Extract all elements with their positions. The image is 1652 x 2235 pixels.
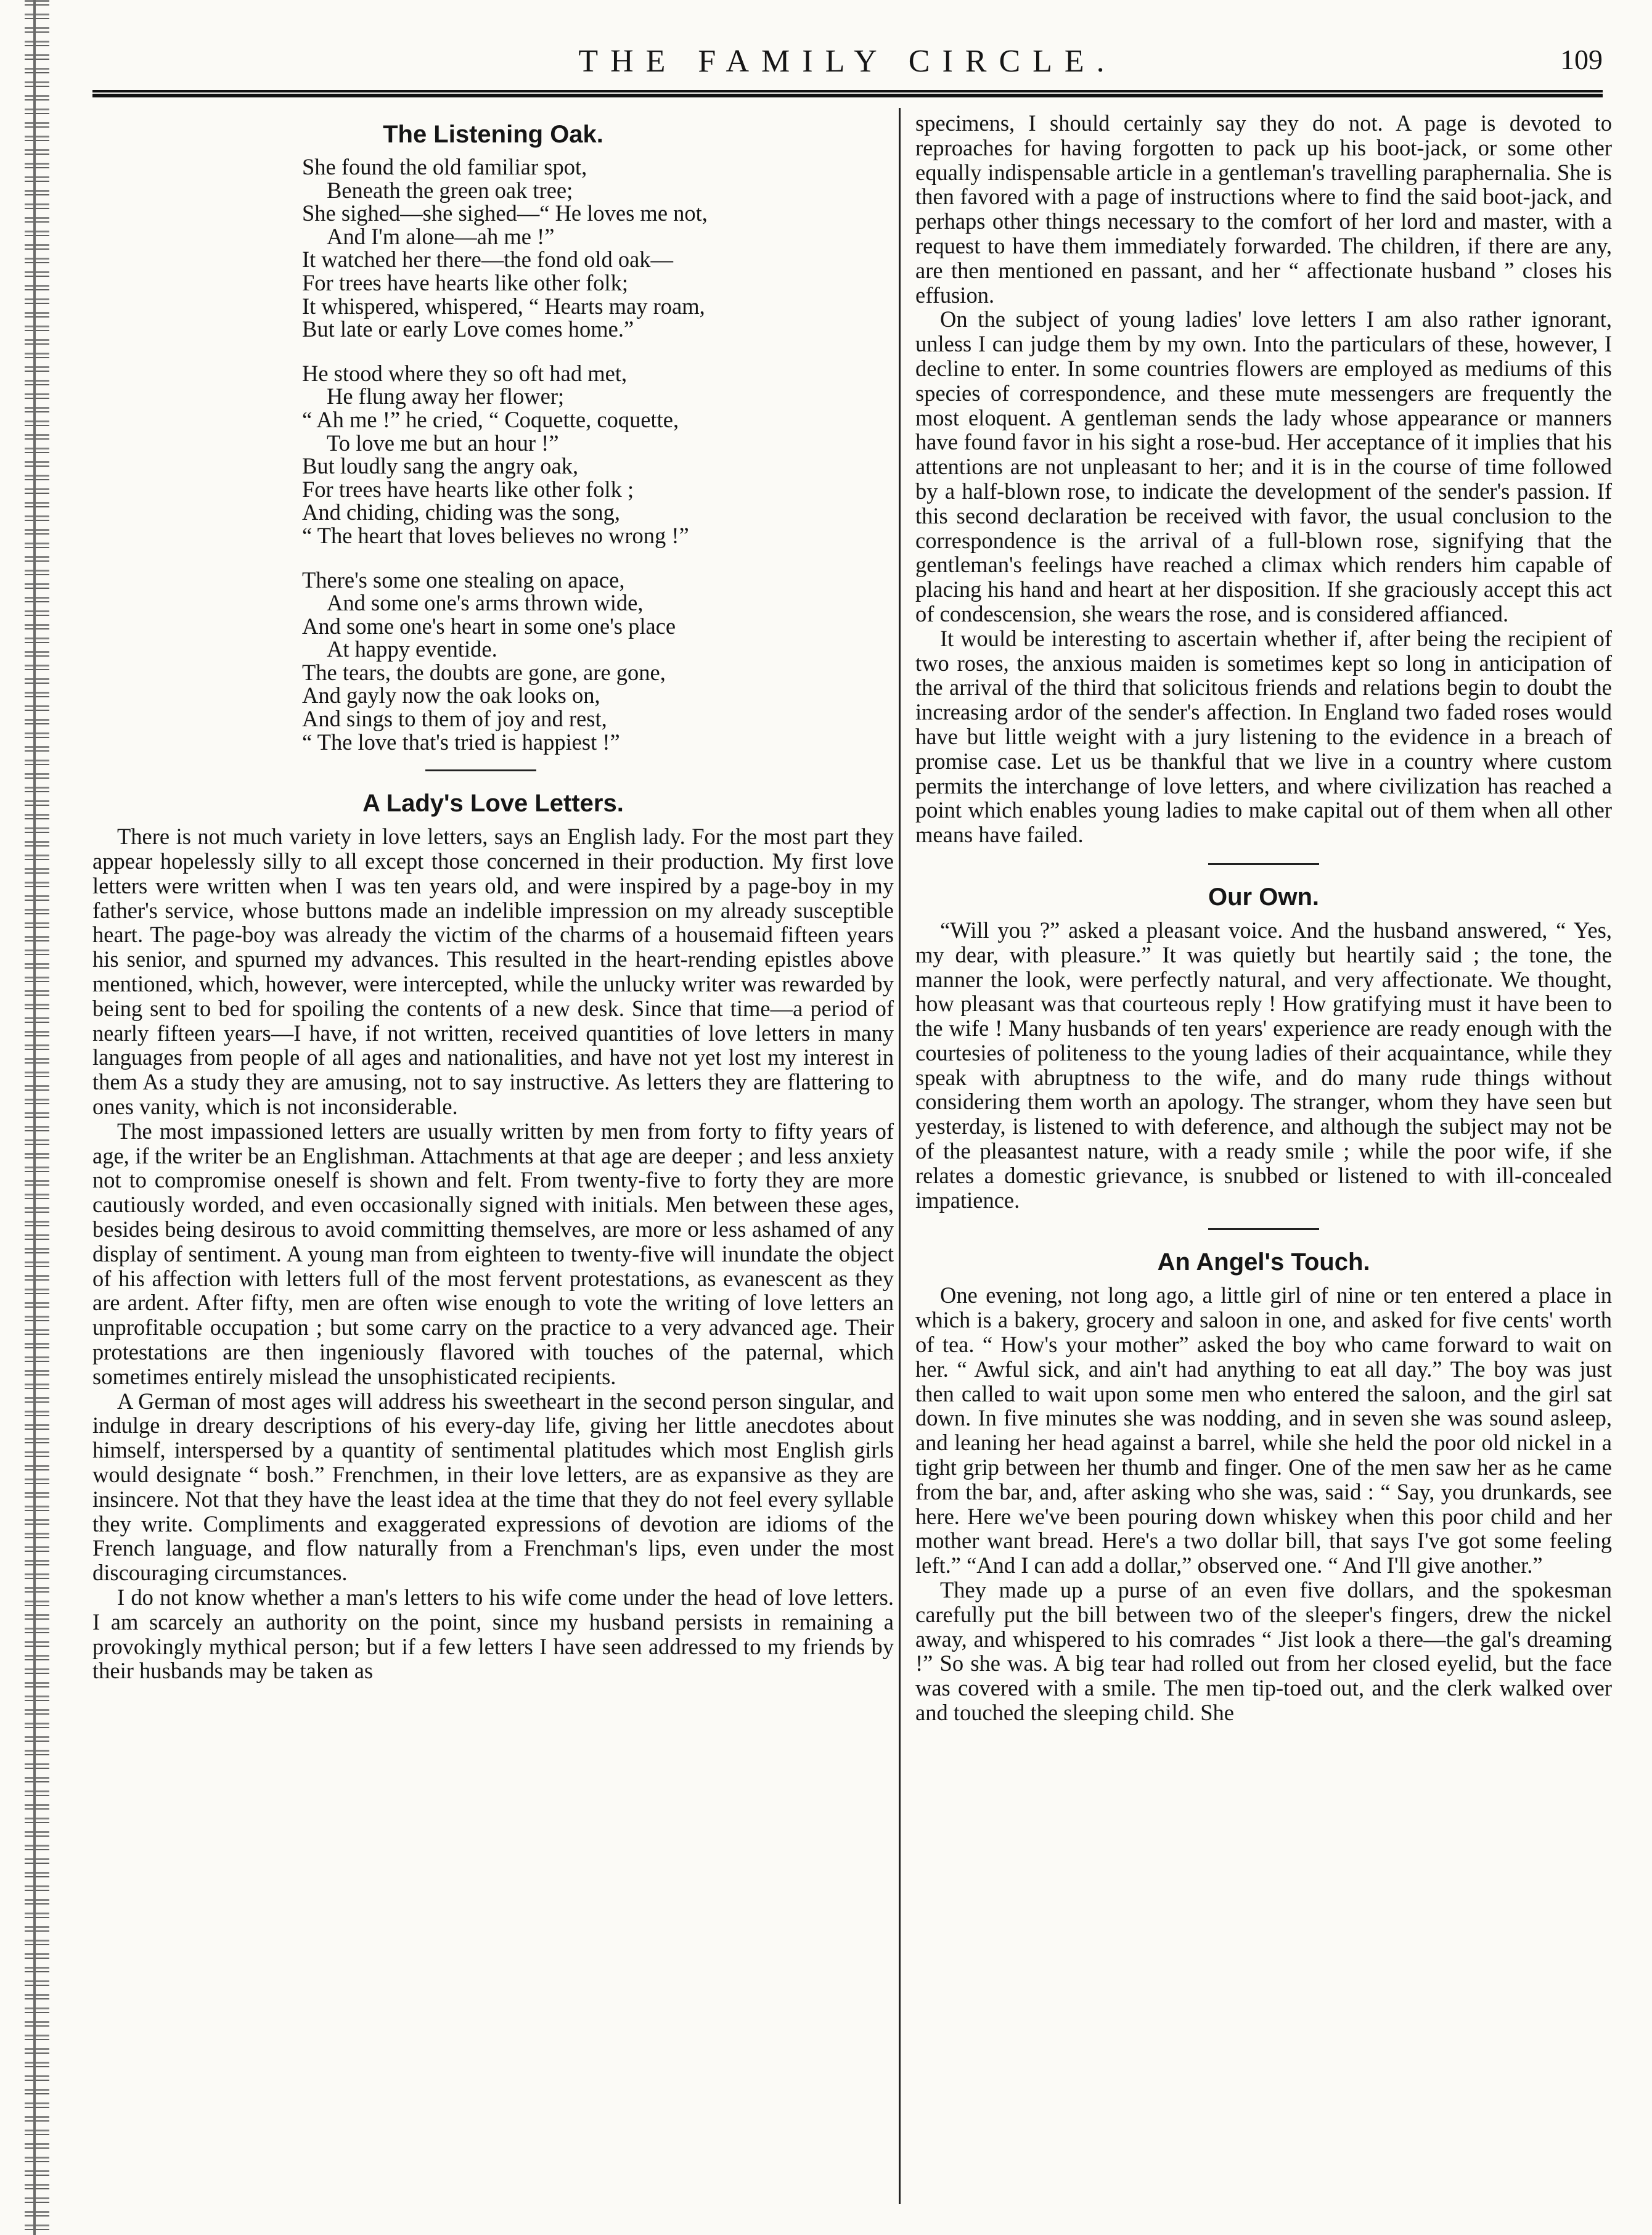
article-paragraph: A German of most ages will address his sweetheart in the second person singular, and indulge in dreary descriptions of his every-day life, giving her little anecdotes about himself, interspersed by a quantity of sentimental platitudes which most English girls would designate “ bosh.” Frenchmen, in their love letters, are as expansive as they are insincere. Not that they have the least idea at the time that they do not feel every syllable they write. Compliments and exaggerated expressions of devotion are idioms of the French language, and flow naturally from a Frenchman's lips, even under the most discouraging circumstances. <box>92 1388 894 1586</box>
poem-line: But late or early Love comes home.” <box>302 316 634 342</box>
poem-line: But loudly sang the angry oak, <box>302 453 579 479</box>
article-title: An Angel's Touch. <box>1157 1249 1370 1276</box>
left-column <box>92 111 894 1683</box>
poem-line: Beneath the green oak tree; <box>327 177 573 203</box>
page-number: 109 <box>1560 44 1603 75</box>
poem-line: She sighed—she sighed—“ He loves me not, <box>302 200 708 226</box>
poem-line: It whispered, whispered, “ Hearts may roam, <box>302 293 705 319</box>
poem-stanza <box>302 155 894 341</box>
poem-line: It watched her there—the fond old oak— <box>302 247 674 273</box>
binding-edge <box>25 0 49 2235</box>
poem-line: There's some one stealing on apace, <box>302 567 625 593</box>
article-paragraph: I do not know whether a man's letters to his wife come under the head of love letters. I am scarcely an authority on the point, since my husband persists in remaining a provokingly mythical person; but if a few letters I have seen addressed to my friends by their husbands may be taken as <box>92 1584 894 1684</box>
poem-line: “ The love that's tried is happiest !” <box>302 729 620 755</box>
article-paragraph: The most impassioned letters are usually written by men from forty to fifty years of age, if the writer be an Englishman. Attachments at that age are deeper ; and less anxiety not to compromise oneself is shown and felt. From twenty-five to forty they are more cautiously worded, and even occasionally signed with initials. Men between these ages, besides being desirous to avoid committing themselves, are more or less ashamed of any display of sentiment. A young man from eighteen to twenty-five will inundate the object of his affection with letters full of the most fervent protestations, as evanescent as they are ardent. After fifty, men are often wise enough to vote the writing of love letters an unprofitable occupation ; but some carry on the practice to a very advanced age. Their protestations are then ingeniously flavored with touches of the paternal, which sometimes entirely mislead the unsophisticated recipients. <box>92 1118 894 1389</box>
article-paragraph: “Will you ?” asked a pleasant voice. And the husband answered, “ Yes, my dear, with pleasure.” It was quietly but heartily said ; the tone, the manner the look, were perfectly natural, and very affectionate. We thought, how pleasant was that courteous reply ! How gratifying must it have been to the wife ! Many husbands of ten years' experience are ready enough with the courtesies of politeness to the young ladies of their acquaintance, while they speak with abruptness to the wife, and do many rude things without considering them worth an apology. The stranger, whom they have seen but yesterday, is listened to with deference, and although the subject may not be of the pleasantest nature, with a ready smile ; while the poor wife, if she relates a domestic grievance, is snubbed or listened to with ill-concealed impatience. <box>915 917 1612 1213</box>
section-separator <box>425 769 536 771</box>
section-separator <box>1208 1228 1319 1230</box>
poem-stanza <box>302 362 894 547</box>
poem-line: “ The heart that loves believes no wrong !” <box>302 522 689 548</box>
poem-line: She found the old familiar spot, <box>302 154 587 179</box>
page-header <box>92 38 1603 94</box>
poem-line: He flung away her flower; <box>327 383 565 409</box>
section-separator <box>1208 863 1319 865</box>
poem-title: The Listening Oak. <box>383 121 603 148</box>
right-column <box>915 111 1612 1725</box>
header-rule <box>92 90 1603 97</box>
poem-line: And gayly now the oak looks on, <box>302 683 600 708</box>
poem-line: And sings to them of joy and rest, <box>302 706 607 732</box>
poem-line: And I'm alone—ah me !” <box>327 223 555 249</box>
article-paragraph: They made up a purse of an even five dollars, and the spokesman carefully put the bill between two of the sleeper's fingers, drew the nickel away, and whispered to his comrades “ Jist look a there—the gal's dreaming !” So she was. A big tear had rolled out from her closed eyelid, but the face was covered with a smile. The men tip-toed out, and the clerk walked over and touched the sleeping child. She <box>915 1577 1612 1726</box>
running-title: THE FAMILY CIRCLE. <box>578 44 1117 79</box>
article-paragraph: specimens, I should certainly say they do not. A page is devoted to reproaches for having forgotten to pack up his boot-jack, or some other equally indispensable article in a gentleman's travelling paraphernalia. She is then favored with a page of instructions where to find the said boot-jack, and perhaps other things necessary to the comfort of her lord and master, with a request to have them immediately forwarded. The children, if there are any, are then mentioned en passant, and her “ affectionate husband ” closes his effusion. <box>915 110 1612 308</box>
poem-line: For trees have hearts like other folk; <box>302 269 629 295</box>
poem-line: He stood where they so oft had met, <box>302 360 628 386</box>
poem-line: At happy eventide. <box>327 636 497 662</box>
poem-line: And some one's arms thrown wide, <box>327 590 644 616</box>
poem-line: For trees have hearts like other folk ; <box>302 476 634 502</box>
article-paragraph: It would be interesting to ascertain whether if, after being the recipient of two roses, the anxious maiden is sometimes kept so long in anticipation of the arrival of the third that solicitous friends and relations begin to doubt the increasing ardor of the sender's affection. In England two faded roses would have but little weight with a jury listening to the evidence in a breach of promise case. Let us be thankful that we live in a country where custom permits the interchange of love letters, and where civilization has reached a point which enables young ladies to make capital out of them when all other means have failed. <box>915 625 1612 848</box>
article-title: A Lady's Love Letters. <box>362 790 624 818</box>
poem-stanza <box>302 568 894 754</box>
article-paragraph: One evening, not long ago, a little girl of nine or ten entered a place in which is a bakery, grocery and saloon in one, and asked for five cents' worth of tea. “ How's your mother” asked the boy who came forward to wait on her. “ Awful sick, and ain't had anything to eat all day.” The boy was just then called to wait upon some men who entered the saloon, and the girl sat down. In five minutes she was nodding, and in seven she was sound asleep, and leaning her head against a barrel, while she held the poor old nickel in a tight grip between her thumb and finger. One of the men saw her as he came from the bar, and, after asking who she was, said : “ Say, you drunkards, see here. Here we've been pouring down whiskey when this poor child and her mother want bread. Here's a two dollar bill, that says I've got some feeling left.” “And I can add a dollar,” observed one. “ And I'll give another.” <box>915 1282 1612 1578</box>
article-paragraph: On the subject of young ladies' love letters I am also rather ignorant, unless I can judge them by my own. Into the particulars of these, however, I decline to enter. In some countries flowers are employed as mediums of this species of correspondence, and these mute messengers are frequently the most eloquent. A gentleman sends the lady whose appearance or manners have found favor in his sight a rose-bud. Her acceptance of it implies that his attentions are not unpleasant to her; and it is in the course of time followed by a half-blown rose, to indicate the development of the sender's passion. If this second declaration be received with favor, the usual conclusion to the correspondence is the arrival of a full-blown rose, signifying that the gentleman's feelings have reached a climax which renders him capable of placing his hand and heart at her disposition. If she graciously accept this act of condescension, she wears the rose, and is considered affianced. <box>915 306 1612 626</box>
poem-line: The tears, the doubts are gone, are gone, <box>302 659 666 685</box>
poem-line: And some one's heart in some one's place <box>302 613 676 639</box>
poem-line: And chiding, chiding was the song, <box>302 499 621 525</box>
poem-listening-oak <box>302 155 894 753</box>
poem-line: “ Ah me !” he cried, “ Coquette, coquette, <box>302 406 679 432</box>
poem-line: To love me but an hour !” <box>327 430 559 456</box>
column-divider <box>899 108 901 2204</box>
article-paragraph: There is not much variety in love letters, says an English lady. For the most part they appear hopelessly silly to all except those concerned in their production. My first love letters were written when I was ten years old, and were inspired by a page-boy in my father's service, whose buttons made an indelible impression on my already susceptible heart. The page-boy was already the victim of the charms of a housemaid fifteen years his senior, and spurned my advances. This resulted in the heart-rending epistles above mentioned, which, however, were intercepted, while the unlucky writer was rewarded by being sent to bed for spoiling the contents of a new desk. Since that time—a period of nearly fifteen years—I have, if not written, received quantities of love letters in many languages from people of all ages and nationalities, and have not yet lost my interest in them As a study they are amusing, not to say instructive. As letters they are flattering to ones vanity, which is not inconsiderable. <box>92 824 894 1120</box>
article-title: Our Own. <box>1208 883 1319 911</box>
